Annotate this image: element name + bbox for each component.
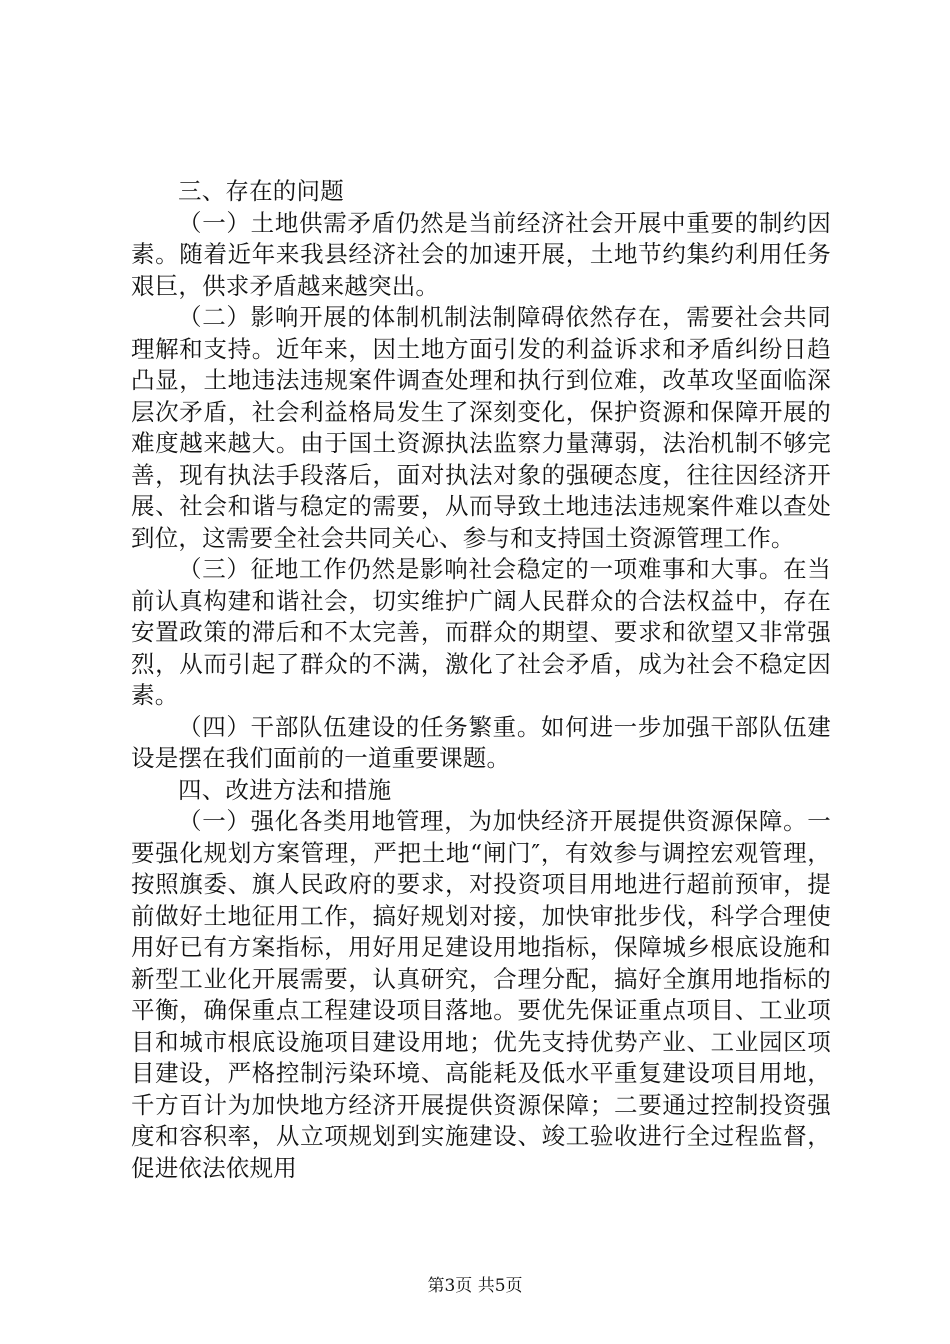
section-heading-measures: 四、改进方法和措施	[178, 775, 392, 804]
paragraph-problem-4: （四）干部队伍建设的任务繁重。如何进一步加强干部队伍建设是摆在我们面前的一道重要课题。	[131, 712, 831, 772]
document-body	[131, 176, 831, 1184]
paragraph-problem-2: （二）影响开展的体制机制法制障碍依然存在，需要社会共同理解和支持。近年来，因土地方面引发的利益诉求和矛盾纠纷日趋凸显，土地违法违规案件调查处理和执行到位难，改革攻坚面临深层次矛盾，社会利益格局发生了深刻变化，保护资源和保障开展的难度越来越大。由于国土资源执法监察力量薄弱，法治机制不够完善，现有执法手段落后，面对执法对象的强硬态度，往往因经济开展、社会和谐与稳定的需要，从而导致土地违法违规案件难以查处到位，这需要全社会共同关心、参与和支持国土资源管理工作。	[131, 303, 831, 552]
paragraph-problem-1: （一）土地供需矛盾仍然是当前经济社会开展中重要的制约因素。随着近年来我县经济社会的加速开展，土地节约集约利用任务艰巨，供求矛盾越来越突出。	[131, 208, 831, 300]
page-footer	[0, 1275, 950, 1297]
section-heading-problems: 三、存在的问题	[178, 177, 344, 205]
paragraph-problem-3: （三）征地工作仍然是影响社会稳定的一项难事和大事。在当前认真构建和谐社会，切实维护广阔人民群众的合法权益中，存在安置政策的滞后和不太完善，而群众的期望、要求和欲望又非常强烈，从而引起了群众的不满，激化了社会矛盾，成为社会不稳定因素。	[131, 555, 831, 709]
page-number-label: 第3页 共5页	[427, 1276, 523, 1296]
paragraph-measure-1: （一）强化各类用地管理，为加快经济开展提供资源保障。一要强化规划方案管理，严把土地“闸门″，有效参与调控宏观管理，按照旗委、旗人民政府的要求，对投资项目用地进行超前预审，提前做好土地征用工作，搞好规划对接，加快审批步伐，科学合理使用好已有方案指标，用好用足建设用地指标，保障城乡根底设施和新型工业化开展需要，认真研究，合理分配，搞好全旗用地指标的平衡，确保重点工程建设项目落地。要优先保证重点项目、工业项目和城市根底设施项目建设用地；优先支持优势产业、工业园区项目建设，严格控制污染环境、高能耗及低水平重复建设项目用地，千方百计为加快地方经济开展提供资源保障；二要通过控制投资强度和容积率，从立项规划到实施建设、竣工验收进行全过程监督，促进依法依规用	[131, 807, 831, 1182]
